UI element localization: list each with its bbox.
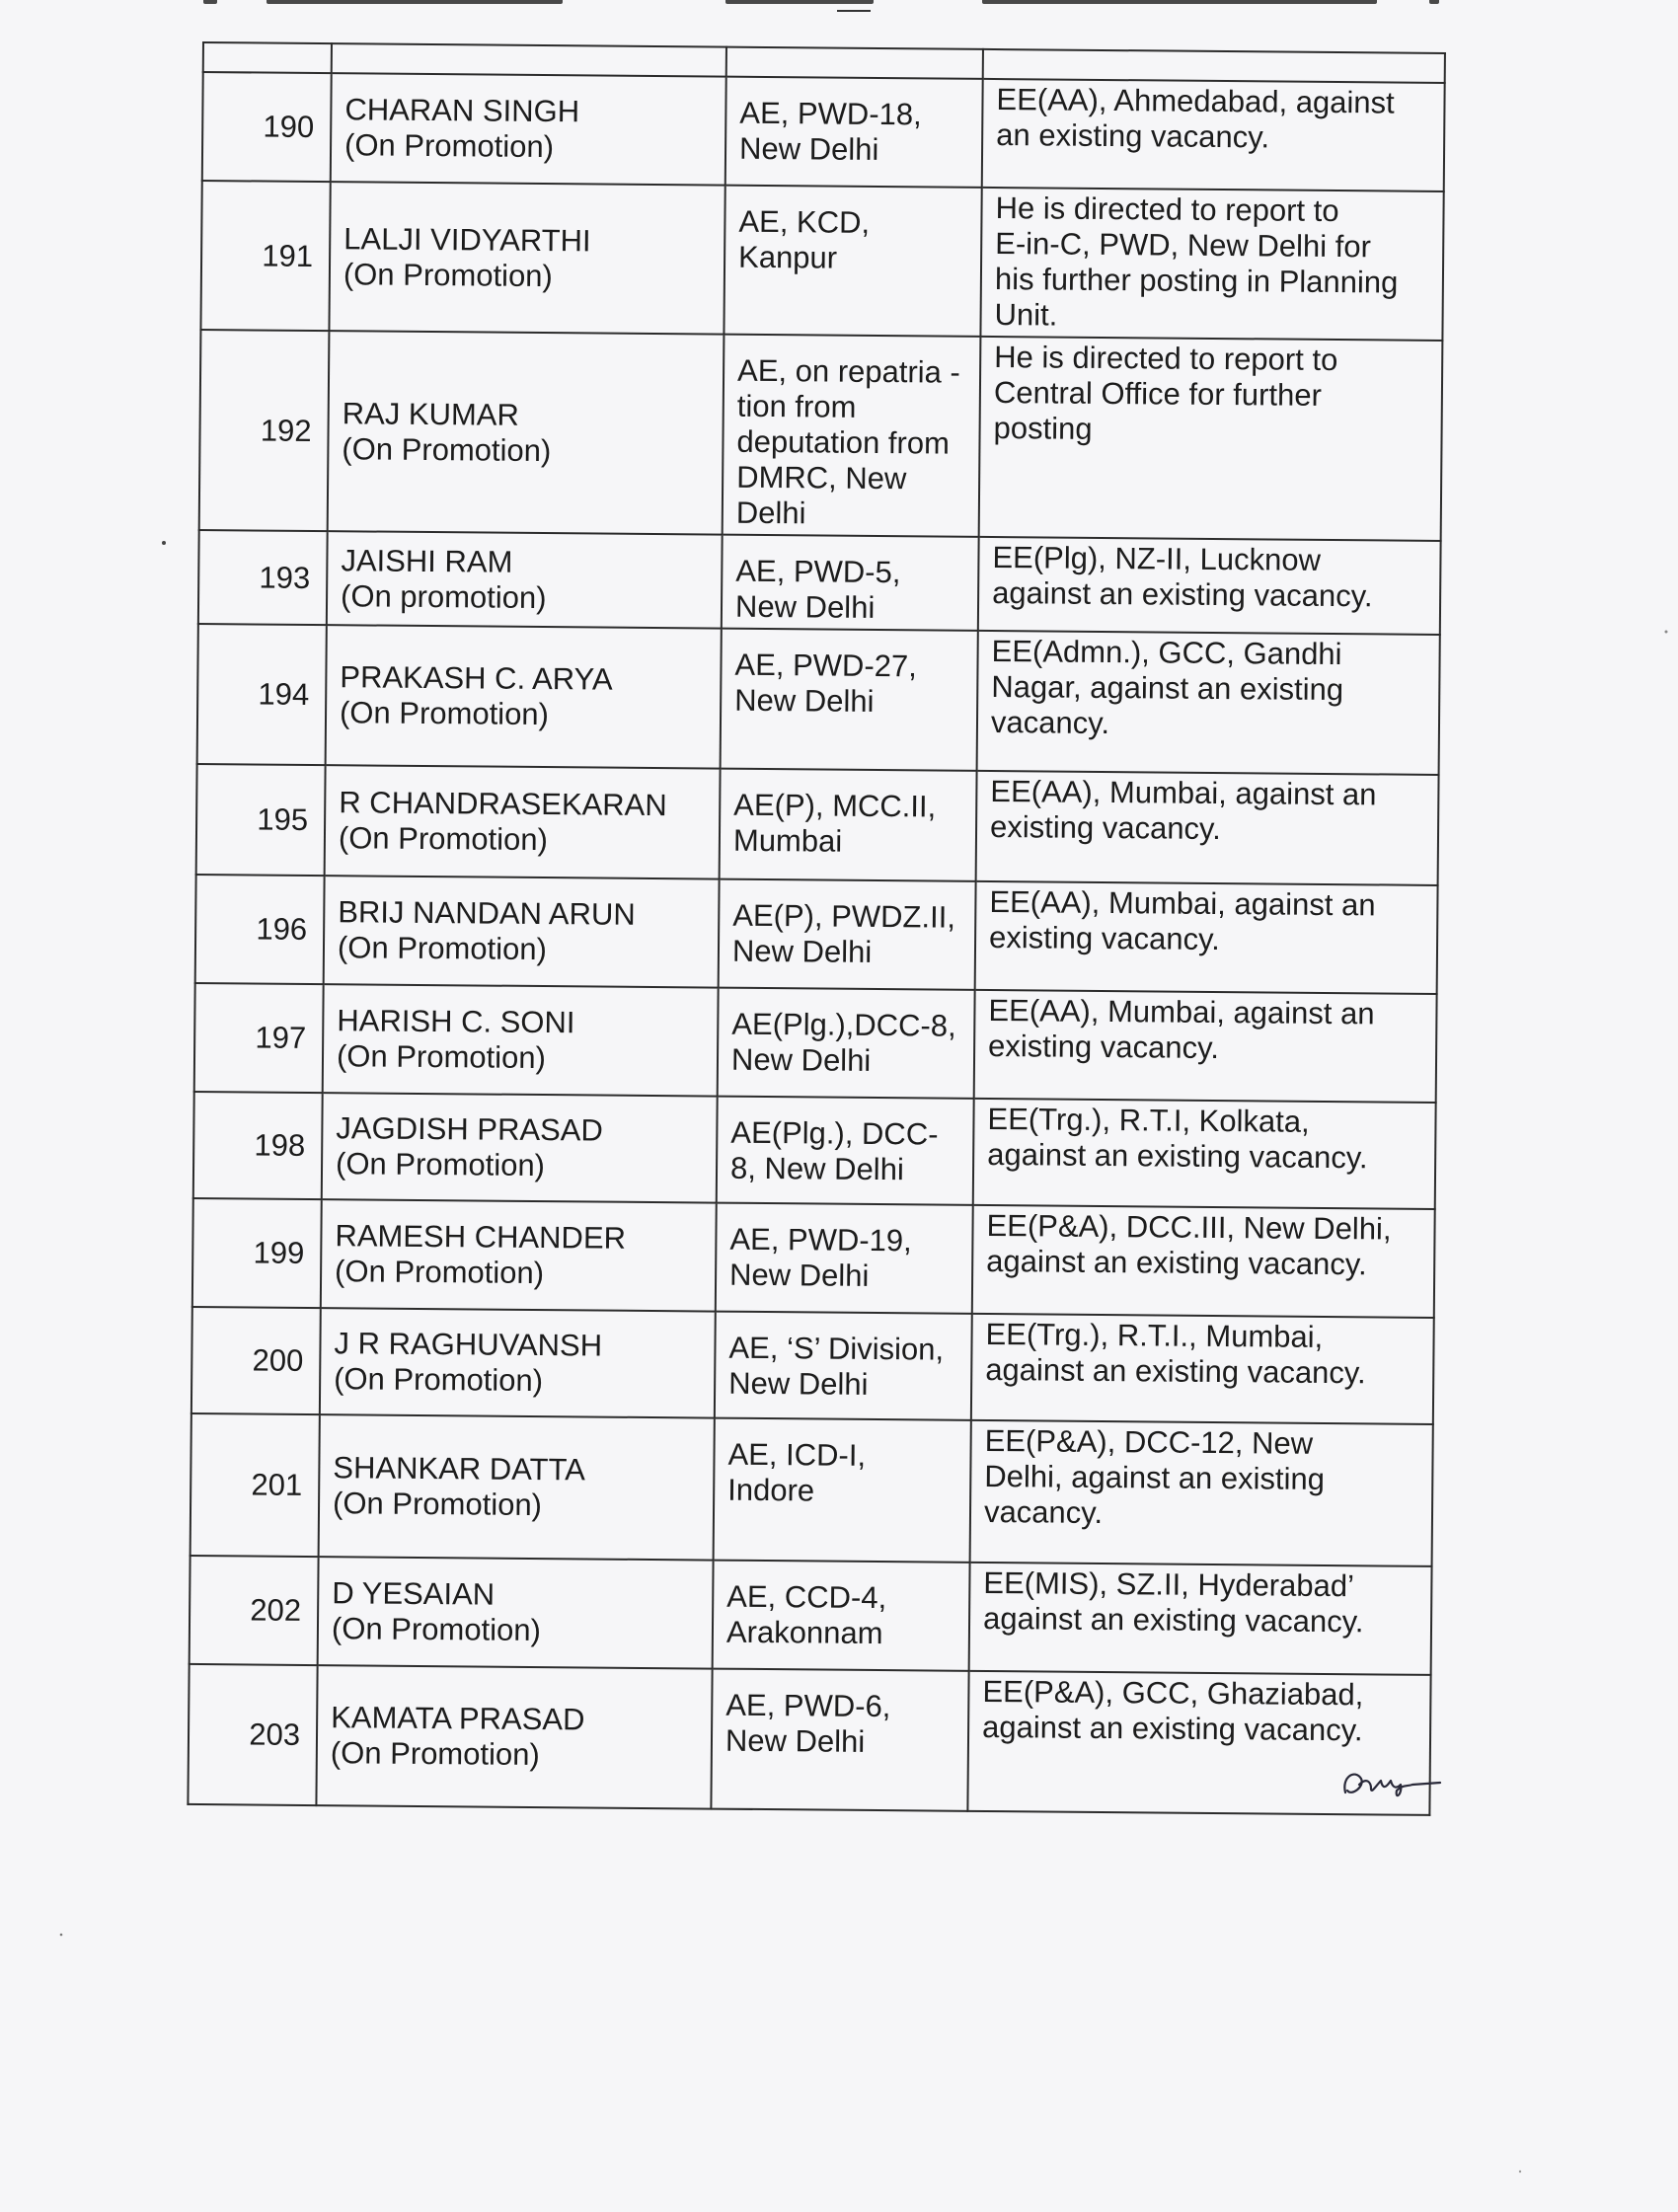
officer-name-line: (On Promotion) xyxy=(343,127,555,165)
officer-name-line: KAMATA PRASAD xyxy=(331,1700,585,1737)
present-posting-line: AE, KCD, xyxy=(738,203,871,240)
officer-name-line: (On Promotion) xyxy=(339,695,550,732)
new-posting-line: EE(Trg.), R.T.I, Kolkata, xyxy=(987,1101,1310,1139)
officer-name-line: (On Promotion) xyxy=(338,820,549,858)
officer-name-line: (On Promotion) xyxy=(334,1254,545,1291)
new-posting-line: E-in-C, PWD, New Delhi for xyxy=(995,226,1372,265)
officer-name-line: JAISHI RAM xyxy=(341,542,513,579)
new-posting-line: existing vacancy. xyxy=(987,1028,1220,1066)
officer-name-line: SHANKAR DATTA xyxy=(333,1450,586,1487)
serial-number: 200 xyxy=(252,1342,304,1378)
present-posting-line: 8, New Delhi xyxy=(729,1150,904,1187)
new-posting-line: EE(Trg.), R.T.I., Mumbai, xyxy=(985,1316,1324,1354)
officer-name-line: CHARAN SINGH xyxy=(344,92,580,129)
officer-name-line: (On Promotion) xyxy=(330,1735,540,1773)
officer-name-line: JAGDISH PRASAD xyxy=(336,1110,603,1148)
new-posting-line: EE(AA), Mumbai, against an xyxy=(988,992,1375,1031)
officer-name-line: BRIJ NANDAN ARUN xyxy=(338,894,636,932)
serial-number: 192 xyxy=(260,413,312,448)
present-posting-line: AE, PWD-5, xyxy=(735,553,901,590)
present-posting-line: Arakonnam xyxy=(725,1614,883,1651)
new-posting-line: Nagar, against an existing xyxy=(991,669,1344,708)
serial-number: 203 xyxy=(249,1716,301,1752)
new-posting-line: EE(AA), Mumbai, against an xyxy=(989,883,1376,923)
new-posting-line: EE(P&A), DCC-12, New xyxy=(984,1422,1314,1461)
present-posting-line: AE, ‘S’ Division, xyxy=(728,1330,945,1367)
new-posting-line: vacancy. xyxy=(983,1493,1104,1531)
new-posting-line: vacancy. xyxy=(990,704,1110,741)
new-posting-line: Delhi, against an existing xyxy=(984,1458,1326,1496)
officer-name-line: (On Promotion) xyxy=(342,430,552,468)
officer-name-line: (On Promotion) xyxy=(332,1486,543,1523)
serial-number: 202 xyxy=(250,1592,302,1628)
new-posting-line: an existing vacancy. xyxy=(996,117,1270,155)
officer-name-line: (On Promotion) xyxy=(334,1361,544,1399)
serial-number: 191 xyxy=(262,238,314,273)
officer-name-line: (On Promotion) xyxy=(343,256,554,293)
new-posting-line: against an existing vacancy. xyxy=(987,1136,1368,1176)
serial-number: 196 xyxy=(256,911,308,947)
present-posting-line: AE, PWD-19, xyxy=(729,1221,912,1259)
serial-number: 201 xyxy=(251,1467,303,1502)
new-posting-line: against an existing vacancy. xyxy=(985,1351,1366,1391)
new-posting-line: against an existing vacancy. xyxy=(992,575,1373,614)
new-posting-line: his further posting in Planning xyxy=(994,262,1399,300)
new-posting-line: Unit. xyxy=(994,297,1058,333)
present-posting-line: New Delhi xyxy=(734,588,876,625)
officer-name-line: HARISH C. SONI xyxy=(337,1003,575,1040)
officer-name-line: D YESAIAN xyxy=(332,1575,496,1612)
present-posting-line: tion from xyxy=(736,388,857,424)
present-posting-line: AE, PWD-27, xyxy=(734,647,917,684)
serial-number: 194 xyxy=(258,676,310,712)
new-posting-line: EE(P&A), GCC, Ghaziabad, xyxy=(982,1673,1364,1713)
new-posting-line: EE(AA), Ahmedabad, against xyxy=(996,82,1395,120)
present-posting-line: AE, on repatria - xyxy=(736,352,960,390)
serial-number: 193 xyxy=(259,560,311,595)
present-posting-line: New Delhi xyxy=(728,1365,869,1402)
new-posting-line: existing vacancy. xyxy=(988,919,1221,957)
present-posting-line: New Delhi xyxy=(731,933,873,969)
present-posting-line: Delhi xyxy=(735,495,806,531)
new-posting-line: against an existing vacancy. xyxy=(986,1243,1367,1282)
present-posting-line: AE, PWD-18, xyxy=(739,95,922,132)
officer-name-line: RAMESH CHANDER xyxy=(335,1218,627,1256)
officer-name-line: (On promotion) xyxy=(340,577,547,615)
present-posting-line: AE, ICD-I, xyxy=(727,1436,867,1473)
serial-number: 197 xyxy=(255,1020,307,1055)
present-posting-line: AE(P), PWDZ.II, xyxy=(732,897,956,935)
serial-number: 199 xyxy=(253,1235,305,1270)
new-posting-line: against an existing vacancy. xyxy=(981,1709,1363,1748)
new-posting-line: EE(Plg), NZ-II, Lucknow xyxy=(992,540,1322,577)
present-posting-line: Indore xyxy=(727,1472,815,1508)
officer-name-line: RAJ KUMAR xyxy=(342,395,520,432)
present-posting-line: New Delhi xyxy=(728,1257,870,1293)
officer-name-line: (On Promotion) xyxy=(331,1611,542,1648)
serial-number: 190 xyxy=(263,109,315,144)
present-posting-line: Kanpur xyxy=(737,239,838,275)
present-posting-line: AE(P), MCC.II, xyxy=(733,787,937,824)
new-posting-line: against an existing vacancy. xyxy=(982,1600,1364,1640)
officer-name-line: (On Promotion) xyxy=(335,1146,546,1183)
new-posting-line: existing vacancy. xyxy=(989,808,1221,847)
present-posting-line: New Delhi xyxy=(730,1041,872,1078)
serial-number: 198 xyxy=(254,1127,306,1163)
new-posting-line: Central Office for further xyxy=(993,375,1323,413)
officer-name-line: PRAKASH C. ARYA xyxy=(340,659,613,697)
present-posting-line: AE, PWD-6, xyxy=(725,1687,891,1724)
officer-name-line: (On Promotion) xyxy=(337,930,548,967)
present-posting-line: Mumbai xyxy=(732,822,843,859)
present-posting-line: New Delhi xyxy=(734,682,875,719)
present-posting-line: AE(Plg.),DCC-8, xyxy=(731,1006,956,1043)
new-posting-line: EE(Admn.), GCC, Gandhi xyxy=(991,634,1342,672)
new-posting-line: EE(AA), Mumbai, against an xyxy=(990,773,1377,812)
serial-number: 195 xyxy=(257,801,309,837)
new-posting-line: EE(P&A), DCC.III, New Delhi, xyxy=(986,1207,1392,1247)
officer-name-line: LALJI VIDYARTHI xyxy=(343,220,591,258)
present-posting-line: DMRC, New xyxy=(736,459,907,496)
present-posting-line: deputation from xyxy=(736,423,951,461)
officer-name-line: J R RAGHUVANSH xyxy=(334,1326,603,1363)
present-posting-line: New Delhi xyxy=(725,1722,866,1759)
present-posting-line: New Delhi xyxy=(738,130,879,167)
officer-name-line: (On Promotion) xyxy=(336,1038,547,1076)
present-posting-line: AE, CCD-4, xyxy=(726,1578,887,1616)
present-posting-line: AE(Plg.), DCC- xyxy=(730,1114,939,1152)
new-posting-line: EE(MIS), SZ.II, Hyderabad’ xyxy=(983,1564,1355,1604)
new-posting-line: He is directed to report to xyxy=(995,191,1339,229)
new-posting-line: posting xyxy=(993,411,1093,446)
officer-name-line: R CHANDRASEKARAN xyxy=(339,785,667,823)
new-posting-line: He is directed to report to xyxy=(994,340,1338,378)
